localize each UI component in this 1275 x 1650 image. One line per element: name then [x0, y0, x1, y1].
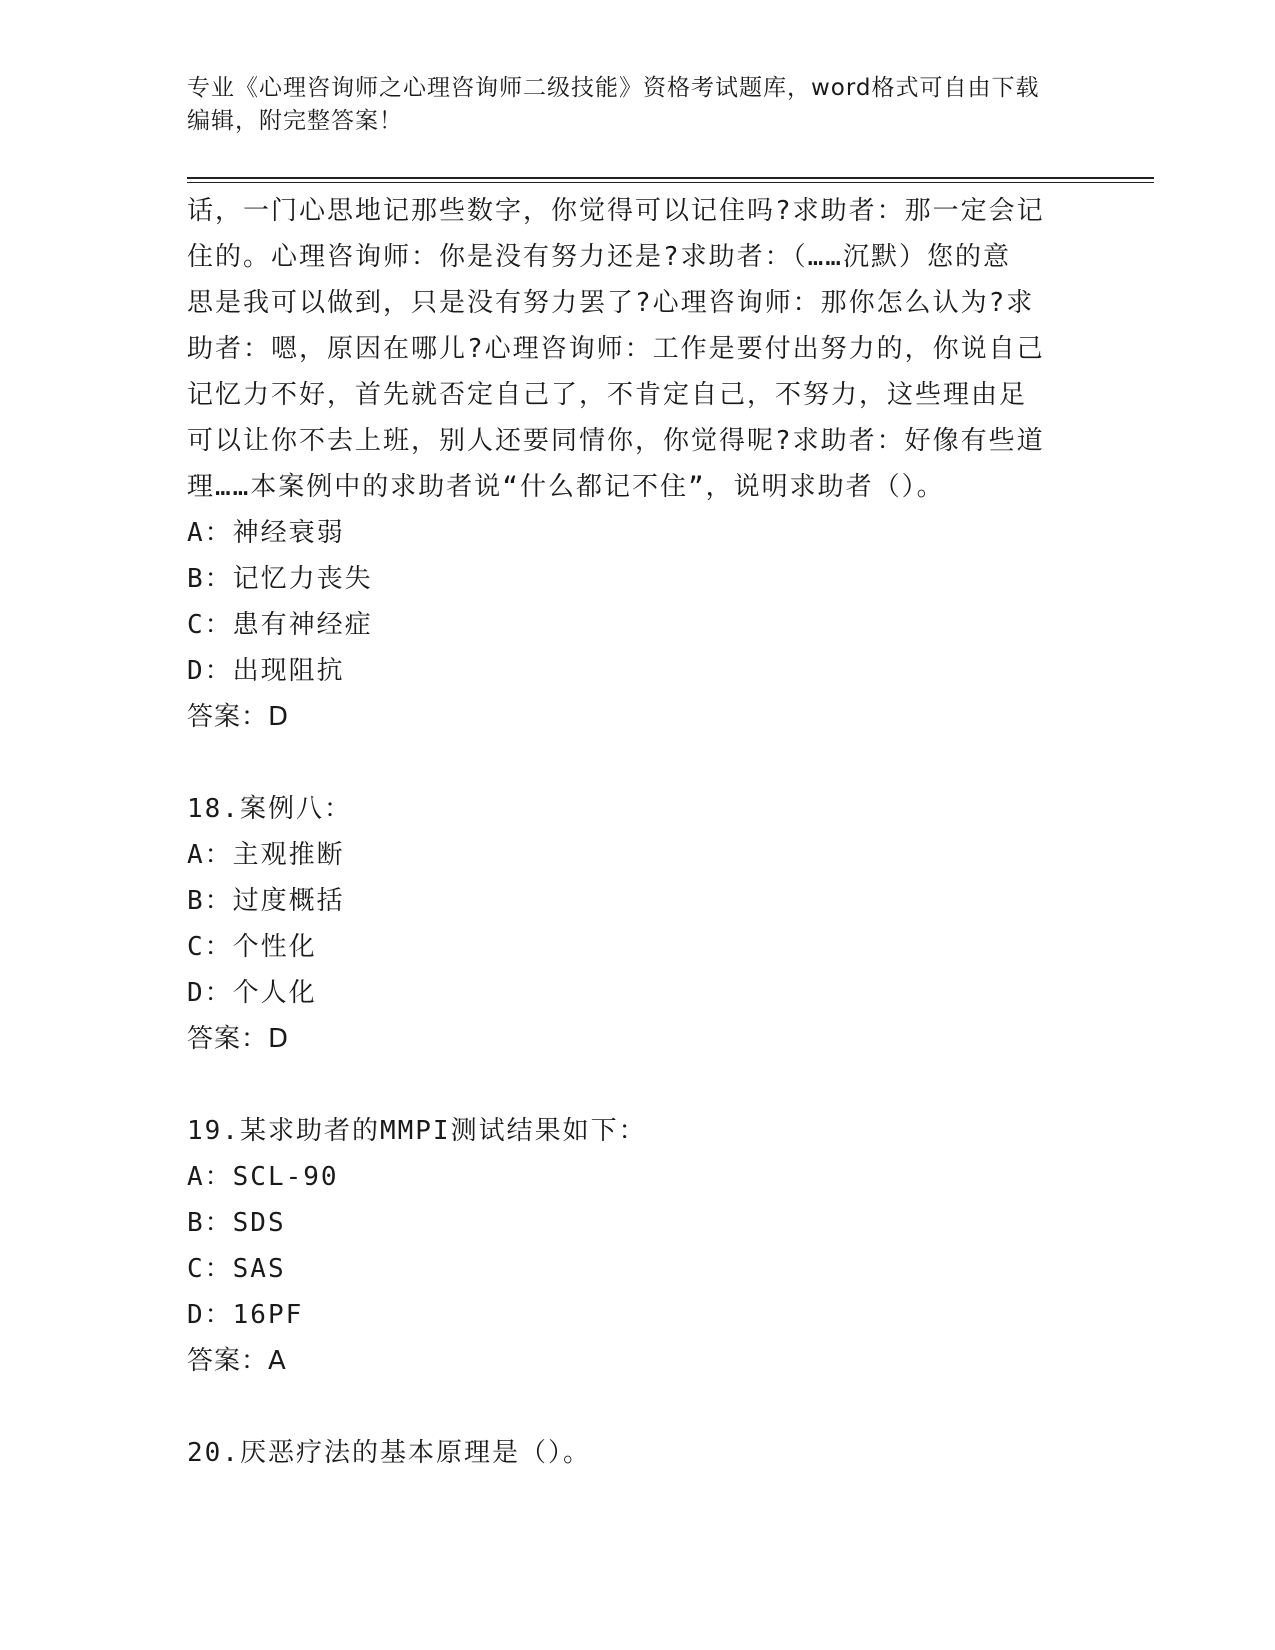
question-20-stem: 20.厌恶疗法的基本原理是（）。 — [187, 1438, 591, 1468]
header-line-1: 专业《心理咨询师之心理咨询师二级技能》资格考试题库，word格式可自由下载 — [187, 75, 1040, 101]
header-line-2: 编辑，附完整答案！ — [187, 108, 403, 134]
spacer — [187, 740, 1087, 786]
option-c: C：SAS — [187, 1254, 286, 1284]
passage-line: 可以让你不去上班，别人还要同情你，你觉得呢?求助者：好像有些道 — [187, 426, 1045, 456]
option-b: B：过度概括 — [187, 886, 345, 916]
option-a: A：主观推断 — [187, 840, 345, 870]
option-a: A：SCL-90 — [187, 1162, 339, 1192]
document-header — [187, 72, 1067, 138]
question-17-options — [187, 510, 1087, 694]
passage-line: 助者：嗯，原因在哪儿?心理咨询师：工作是要付出努力的，你说自己 — [187, 334, 1045, 364]
option-a: A：神经衰弱 — [187, 518, 345, 548]
header-rule-thin — [187, 182, 1154, 183]
option-c: C：个性化 — [187, 932, 317, 962]
passage-line: 理……本案例中的求助者说“什么都记不住”，说明求助者（）。 — [187, 472, 945, 502]
passage-line: 记忆力不好，首先就否定自己了，不肯定自己，不努力，这些理由足 — [187, 380, 1028, 410]
question-19-answer: 答案：A — [187, 1346, 287, 1376]
question-19-stem: 19.某求助者的MMPI测试结果如下： — [187, 1116, 647, 1146]
passage-line: 话，一门心思地记那些数字，你觉得可以记住吗?求助者：那一定会记 — [187, 196, 1045, 226]
passage-line: 思是我可以做到，只是没有努力罢了?心理咨询师：那你怎么认为?求 — [187, 288, 1035, 318]
question-18-stem: 18.案例八： — [187, 794, 352, 824]
question-19-options — [187, 1154, 1087, 1338]
passage-line: 住的。心理咨询师：你是没有努力还是?求助者：（……沉默）您的意 — [187, 242, 1011, 272]
option-d: D：16PF — [187, 1300, 304, 1330]
option-d: D：出现阻抗 — [187, 656, 345, 686]
option-b: B：SDS — [187, 1208, 286, 1238]
question-18-answer: 答案：D — [187, 1024, 290, 1054]
option-b: B：记忆力丧失 — [187, 564, 373, 594]
option-d: D：个人化 — [187, 978, 317, 1008]
option-c: C：患有神经症 — [187, 610, 373, 640]
document-body — [187, 188, 1087, 1476]
question-17-passage — [187, 188, 1087, 510]
spacer — [187, 1062, 1087, 1108]
question-18-options — [187, 832, 1087, 1016]
spacer — [187, 1384, 1087, 1430]
question-17-answer: 答案：D — [187, 702, 290, 732]
header-rule-thick — [187, 177, 1154, 179]
